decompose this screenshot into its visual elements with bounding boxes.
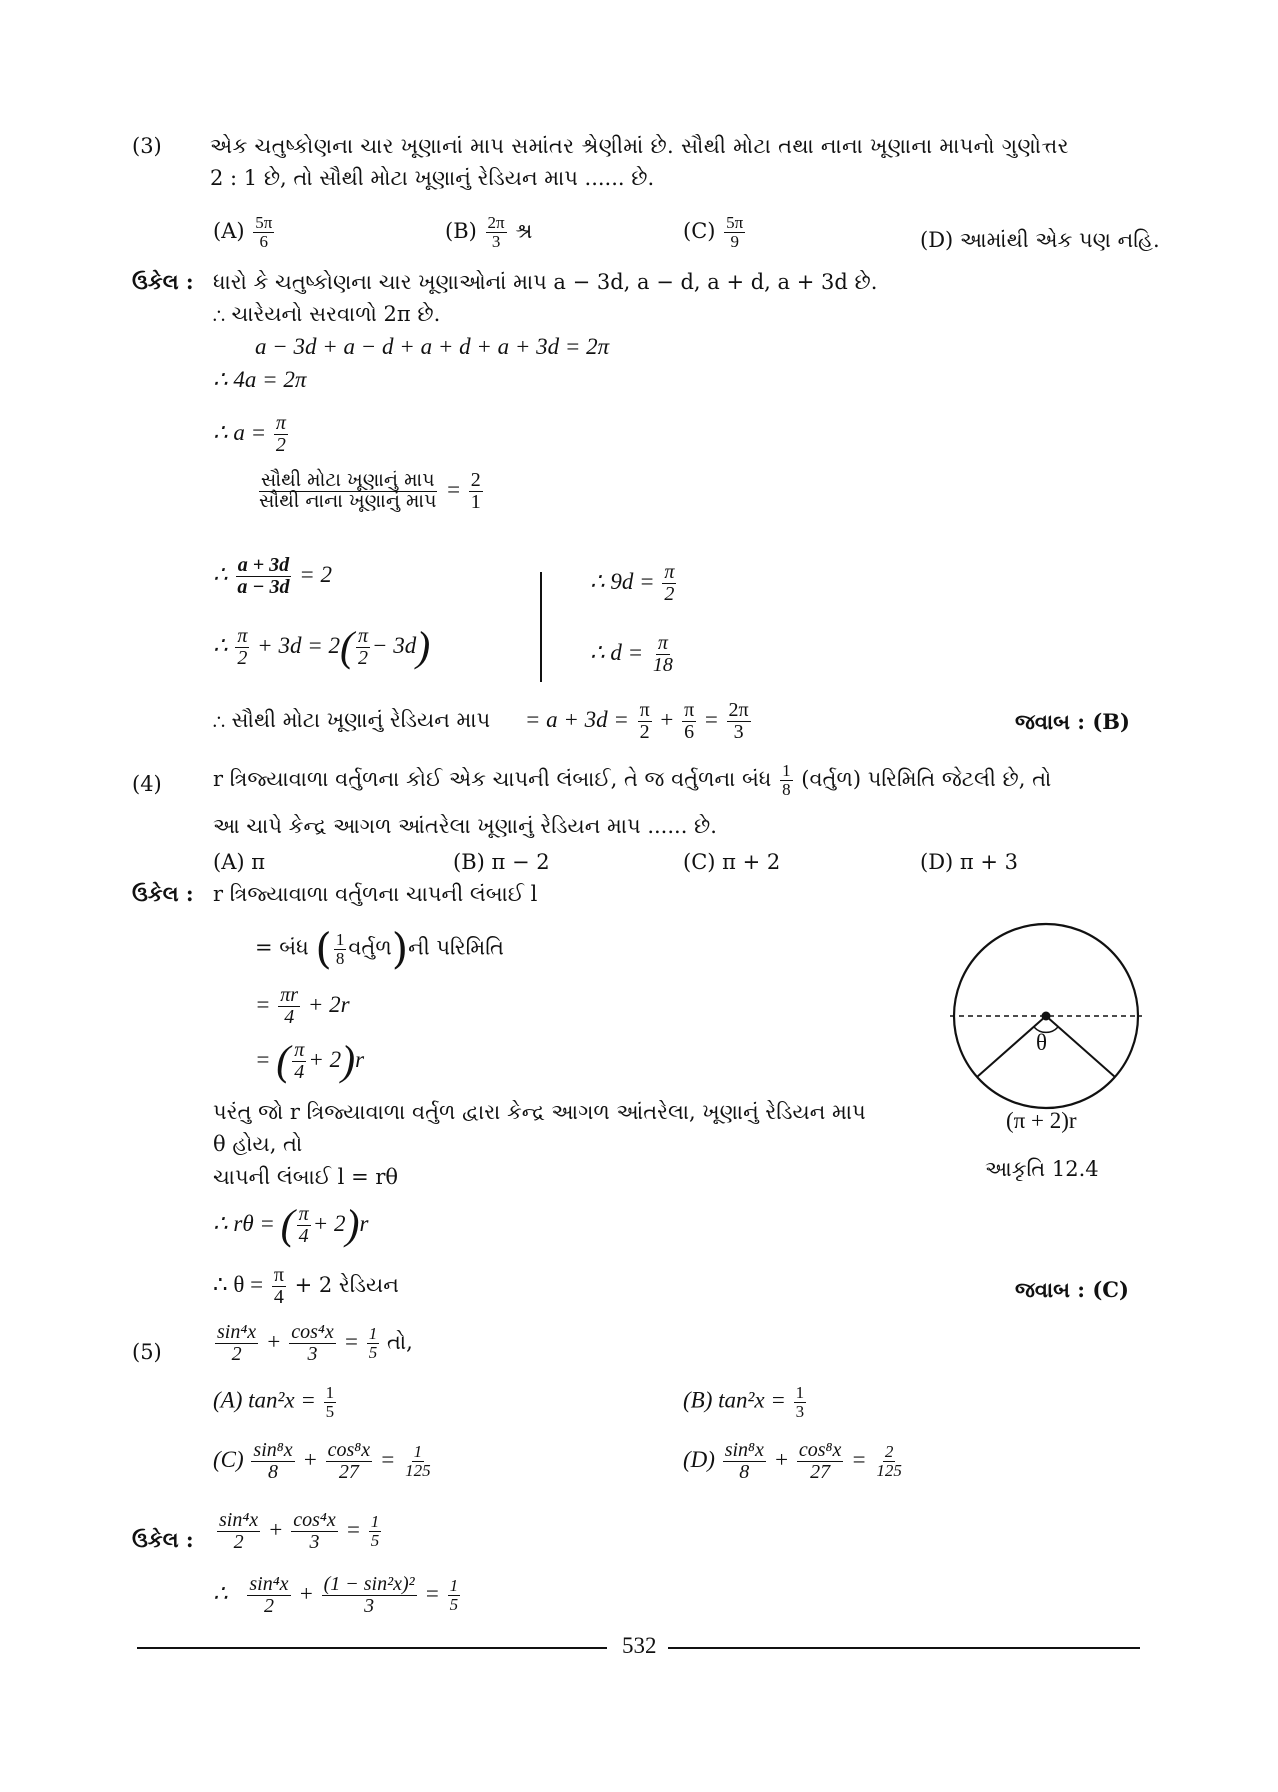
- sol4-line3: = ( $\frac{\pi}{4}$ + 2)r: [255, 1038, 365, 1085]
- q3-number: (3): [132, 134, 162, 158]
- sol5-line1: $\frac{\text{sin⁴x}}{2}$ + $\frac{\text{cos⁴x}}{3}$ = $\frac{1}{5}$: [219, 1509, 380, 1553]
- sol3-right-line2: ∴ d = $\frac{\pi}{18}$: [590, 632, 673, 676]
- q3-option-b: (B) $\frac{2\pi}{3}$ શ્ર: [445, 213, 533, 251]
- q5-number: (5): [132, 1340, 162, 1364]
- sol4-answer: જવાબ : (C): [1015, 1277, 1129, 1302]
- q5-option-a: (A) tan²x = $\frac{1}{5}$: [213, 1383, 335, 1421]
- sol3-line8: ∴ સૌથી મોટા ખૂણાનું રેડિયન માપ = a + 3d = $\frac{\pi}{2}$ + $\frac{\pi}{6}$ = $\frac{2\pi}{3}$: [213, 699, 749, 743]
- sol3-answer: જવાબ : (B): [1015, 709, 1130, 734]
- q4-text-line1: r ત્રિજ્યાવાળા વર્તુળના કોઈ એક ચાપની લંબાઈ, તે જ વર્તુળના બંધ $\frac{1}{8}$ (વર્તુળ) પરિમિતિ જેટલી છે, તો: [213, 761, 1052, 799]
- sol3-line1: ∴ ચારેયનો સરવાળો 2π છે.: [213, 302, 441, 326]
- q4-text-line2: આ ચાપે કેન્દ્ર આગળ આંતરેલા ખૂણાનું રેડિયન માપ ...... છે.: [213, 814, 717, 838]
- sol4-para-line2: θ હોય, તો: [213, 1132, 303, 1156]
- sol3-line4: ∴ a = $\frac{\pi}{2}$: [213, 412, 286, 456]
- sol3-line6: ∴ $\frac{a + 3d}{a - 3d}$ = 2: [213, 554, 333, 598]
- sol4-line5: ∴ θ = $\frac{\pi}{4}$ + 2 રેડિયન: [213, 1264, 399, 1308]
- sol3-line2: a − 3d + a − d + a + d + a + 3d = 2π: [255, 334, 610, 359]
- sol4-line4: ∴ rθ = ( $\frac{\pi}{4}$ + 2)r: [213, 1202, 369, 1249]
- sol3-right-line1: ∴ 9d = $\frac{\pi}{2}$: [590, 561, 675, 605]
- q4-number: (4): [132, 772, 162, 796]
- q3-text-line1: એક ચતુષ્કોણના ચાર ખૂણાનાં માપ સમાંતર શ્રેણીમાં છે. સૌથી મોટા તથા નાના ખૂણાના માપનો ગુણોત્તર: [210, 134, 1069, 158]
- sol4-para-line1: પરંતુ જો r ત્રિજ્યાવાળા વર્તુળ દ્વારા કેન્દ્ર આગળ આંતરેલા, ખૂણાનું રેડિયન માપ: [213, 1100, 866, 1124]
- q5-statement: $\frac{\text{sin⁴x}}{2}$ + $\frac{\text{cos⁴x}}{3}$ = $\frac{1}{5}$ તો,: [217, 1321, 413, 1365]
- q3-option-a: (A) $\frac{5\pi}{6}$: [213, 213, 273, 251]
- sol5-line2: ∴ $\frac{\text{sin⁴x}}{2}$ + $\frac{\text{(1 − sin²x)²}}{3}$ = $\frac{1}{5}$: [213, 1573, 459, 1617]
- solution-label: ઉકેલ :: [132, 881, 194, 906]
- q5-option-c: (C) $\frac{\text{sin⁸x}}{8}$ + $\frac{\text{cos⁸x}}{27}$ = $\frac{1}{125}$: [213, 1439, 431, 1483]
- q4-option-d: (D) π + 3: [920, 850, 1019, 874]
- q4-option-b: (B) π − 2: [453, 850, 550, 874]
- sol4-line2: = $\frac{\pi r}{4}$ + 2r: [255, 984, 350, 1028]
- footer-rule-right: [668, 1647, 1140, 1649]
- vertical-divider: [540, 572, 542, 682]
- footer-rule-left: [137, 1647, 607, 1649]
- q4-option-a: (A) π: [213, 850, 266, 874]
- circle-figure: [950, 920, 1150, 1120]
- sol3-line7: ∴ $\frac{\pi}{2}$ + 3d = 2( $\frac{\pi}{2}$ − 3d): [213, 624, 431, 671]
- q3-option-d: (D) આમાંથી એક પણ નહિ.: [920, 228, 1160, 252]
- figure-caption: આકૃતિ 12.4: [985, 1157, 1099, 1181]
- sol4-line1: = બંધ ( $\frac{1}{8}$ વર્તુળ)ની પરિમિતિ: [255, 924, 504, 973]
- figure-theta-label: θ: [1036, 1030, 1048, 1055]
- q5-option-d: (D) $\frac{\text{sin⁸x}}{8}$ + $\frac{\text{cos⁸x}}{27}$ = $\frac{2}{125}$: [683, 1439, 902, 1483]
- sol4-para-line3: ચાપની લંબાઈ l = rθ: [213, 1165, 399, 1189]
- solution-label: ઉકેલ :: [132, 269, 194, 294]
- q4-option-c: (C) π + 2: [683, 850, 781, 874]
- sol3-intro: ધારો કે ચતુષ્કોણના ચાર ખૂણાઓનાં માપ a − 3d, a − d, a + d, a + 3d છે.: [213, 270, 878, 294]
- sol3-ratio: $\frac{\text{સૌથી મોટા ખૂણાનું માપ}}{\text{સૌથી નાના ખૂણાનું માપ}}$ = $\frac{2}{1}$: [259, 469, 481, 513]
- figure-arc-label: (π + 2)r: [1006, 1108, 1077, 1133]
- solution-label: ઉકેલ :: [132, 1527, 194, 1552]
- sol3-line3: ∴ 4a = 2π: [213, 367, 307, 392]
- q3-text-line2: 2 : 1 છે, તો સૌથી મોટા ખૂણાનું રેડિયન માપ ...... છે.: [210, 166, 655, 190]
- q3-option-c: (C) $\frac{5\pi}{9}$: [683, 213, 744, 251]
- page-number: 532: [622, 1633, 657, 1658]
- q5-option-b: (B) tan²x = $\frac{1}{3}$: [683, 1383, 805, 1421]
- sol4-intro: r ત્રિજ્યાવાળા વર્તુળના ચાપની લંબાઈ l: [213, 882, 538, 906]
